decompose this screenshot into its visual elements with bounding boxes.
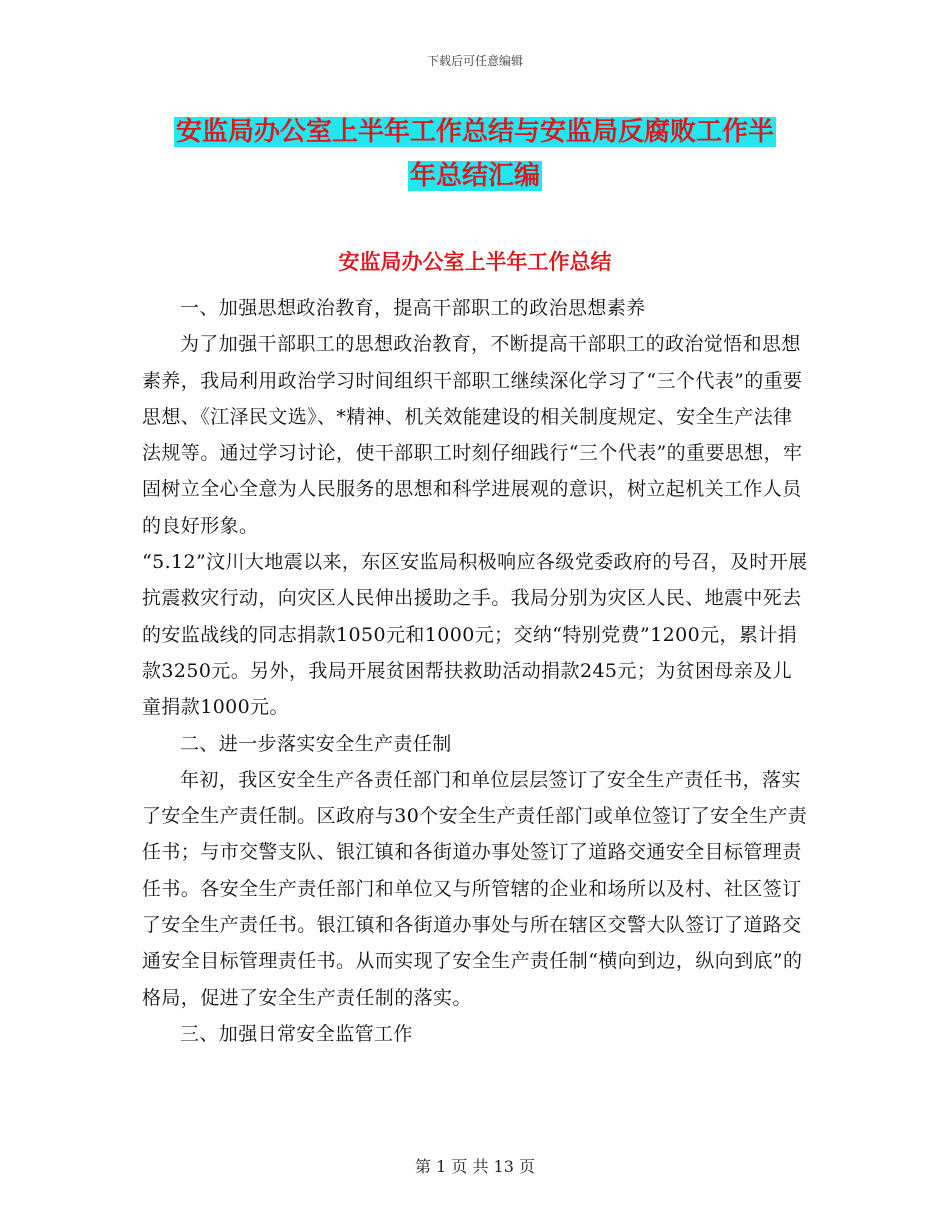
paragraph-heading-1: 一、加强思想政治教育，提高干部职工的政治思想素养 xyxy=(180,297,646,319)
header-note: 下载后可任意编辑 xyxy=(426,54,523,68)
page-number: 第 1 页 共 13 页 xyxy=(415,1157,535,1176)
document-title-line-2: 年总结汇编 xyxy=(409,161,540,191)
document-title-line-1: 安监局办公室上半年工作总结与安监局反腐败工作半 xyxy=(175,117,774,147)
section-title: 安监局办公室上半年工作总结 xyxy=(338,250,612,274)
paragraph-heading-3: 三、加强日常安全监管工作 xyxy=(180,1022,413,1045)
paragraph: “5.12”汶川大地震以来，东区安监局积极响应各级党委政府的号召，及时开展抗震救灾行动，向灾区人民伸出援助之手。我局分别为灾区人民、地震中死去的安监战线的同志捐款1050元和1000元；交纳“特别党费”1200元，累计捐款3250元。另外，我局开展贫困帮扶救助活动捐款245元；为贫困母亲及儿童捐款1000元。 xyxy=(142,551,808,719)
body-text xyxy=(142,290,810,1052)
document-title xyxy=(120,110,830,198)
paragraph-heading-2: 二、进一步落实安全生产责任制 xyxy=(180,732,452,755)
paragraph: 年初，我区安全生产各责任部门和单位层层签订了安全生产责任书，落实了安全生产责任制。区政府与30个安全生产责任部门或单位签订了安全生产责任书；与市交警支队、银江镇和各街道办事处签订了道路交通安全目标管理责任书。各安全生产责任部门和单位又与所管辖的企业和场所以及村、社区签订了安全生产责任书。银江镇和各街道办事处与所在辖区交警大队签订了道路交通安全目标管理责任书。从而实现了安全生产责任制“横向到边，纵向到底”的格局，促进了安全生产责任制的落实。 xyxy=(142,768,808,1009)
paragraph: 为了加强干部职工的思想政治教育，不断提高干部职工的政治觉悟和思想素养，我局利用政治学习时间组织干部职工继续深化学习了“三个代表”的重要思想、《江泽民文选》、*精神、机关效能建设的相关制度规定、安全生产法律法规等。通过学习讨论，使干部职工时刻仔细践行“三个代表”的重要思想，牢固树立全心全意为人民服务的思想和科学进展观的意识，树立起机关工作人员的良好形象。 xyxy=(142,333,803,537)
